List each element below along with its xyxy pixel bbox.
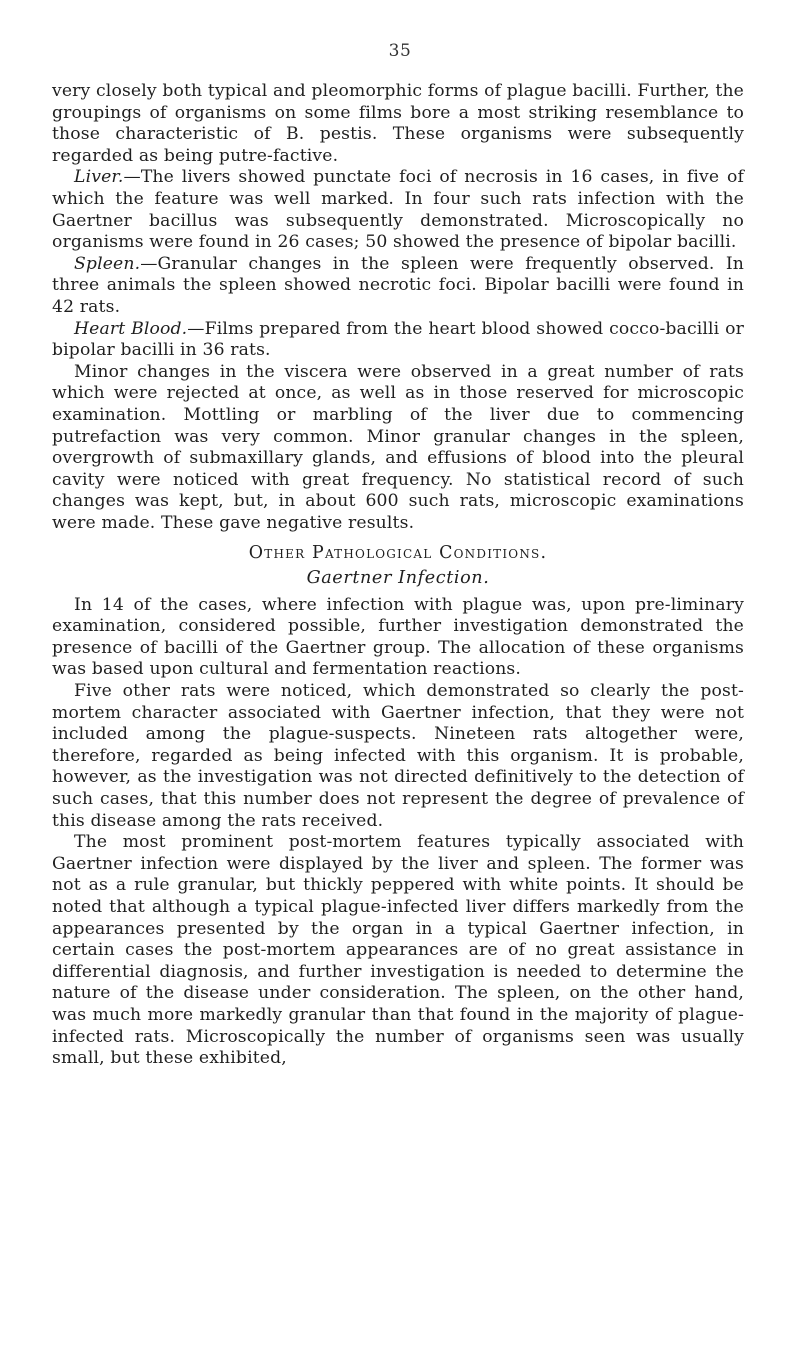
paragraph-text: Minor changes in the viscera were observed in a great number of rats which were rejected at once, as well as in those reserved for microscopic examination. Mottling or marbling of the liver due to commencing putrefaction was very common. Minor granular changes in the spleen, overgrowth of submaxillary glands, and effusions of blood into the pleural cavity were noticed with great frequency. No statistical record of such changes was kept, but, in about 600 such rats, microscopic examinations were made. These gave negative results. — [52, 361, 744, 533]
paragraph-liver — [52, 167, 744, 253]
paragraph-lead: Heart Blood. — [74, 318, 188, 339]
page-number: 35 — [388, 41, 412, 61]
paragraph-lead: Spleen. — [74, 253, 141, 274]
paragraph-spleen — [52, 254, 744, 319]
paragraph-text: —Granular changes in the spleen were frequently observed. In three animals the spleen showed necrotic foci. Bipolar bacilli were found in 42 rats. — [52, 253, 744, 317]
paragraph-heart-blood — [52, 319, 744, 362]
paragraph-lead: Liver. — [74, 167, 124, 188]
paragraph-gaertner-2: Five other rats were noticed, which demonstrated so clearly the post-mortem character associated with Gaertner infection, that they were not included among the plague-suspects. Nineteen rats altogether were, therefore, regarded as being infected with this organism. It is probable, however, as the investigation was not directed definitively to the detection of such cases, that this number does not represent the degree of prevalence of this disease among the rats received. — [52, 681, 744, 831]
paragraph-gaertner-3: The most prominent post-mortem features typically associated with Gaertner infection were displayed by the liver and spleen. The former was not as a rule granular, but thickly peppered with white points. It should be noted that although a typical plague-infected liver differs markedly from the appearances presented by the organ in a typical Gaertner infection, in certain cases the post-mortem appearances are of no great assistance in differential diagnosis, and further investigation is needed to determine the nature of the disease under consideration. The spleen, on the other hand, was much more markedly granular than that found in the majority of plague-infected rats. Microscopically the number of organisms seen was usually small, but these exhibited, — [52, 832, 744, 1069]
section-heading: Other Pathological Conditions. — [248, 543, 548, 564]
paragraph-text: —The livers showed punctate foci of necrosis in 16 cases, in five of which the feature was well marked. In four such rats infection with the Gaertner bacillus was subsequently demonstrated. Microscopically no organisms were found in 26 cases; 50 showed the presence of bipolar bacilli. — [52, 167, 744, 253]
paragraph-minor-changes — [52, 362, 744, 535]
paragraph-text: very closely both typical and pleomorphic forms of plague bacilli. Further, the groupings of organisms on some films bore a most striking resemblance to those characteristic of B. pestis. These organisms were subsequently regarded as being putre-factive. — [52, 81, 744, 166]
sub-heading: Gaertner Infection. — [306, 568, 490, 589]
body-text — [52, 81, 744, 1070]
paragraph-gaertner-1: In 14 of the cases, where infection with plague was, upon pre-liminary examination, considered possible, further investigation demonstrated the presence of bacilli of the Gaertner group. The allocation of these organisms was based upon cultural and fermentation reactions. — [52, 594, 744, 680]
paragraph-continued — [52, 81, 744, 167]
paragraph-text: —Films prepared from the heart blood showed cocco-bacilli or bipolar bacilli in 36 rats. — [52, 318, 744, 361]
